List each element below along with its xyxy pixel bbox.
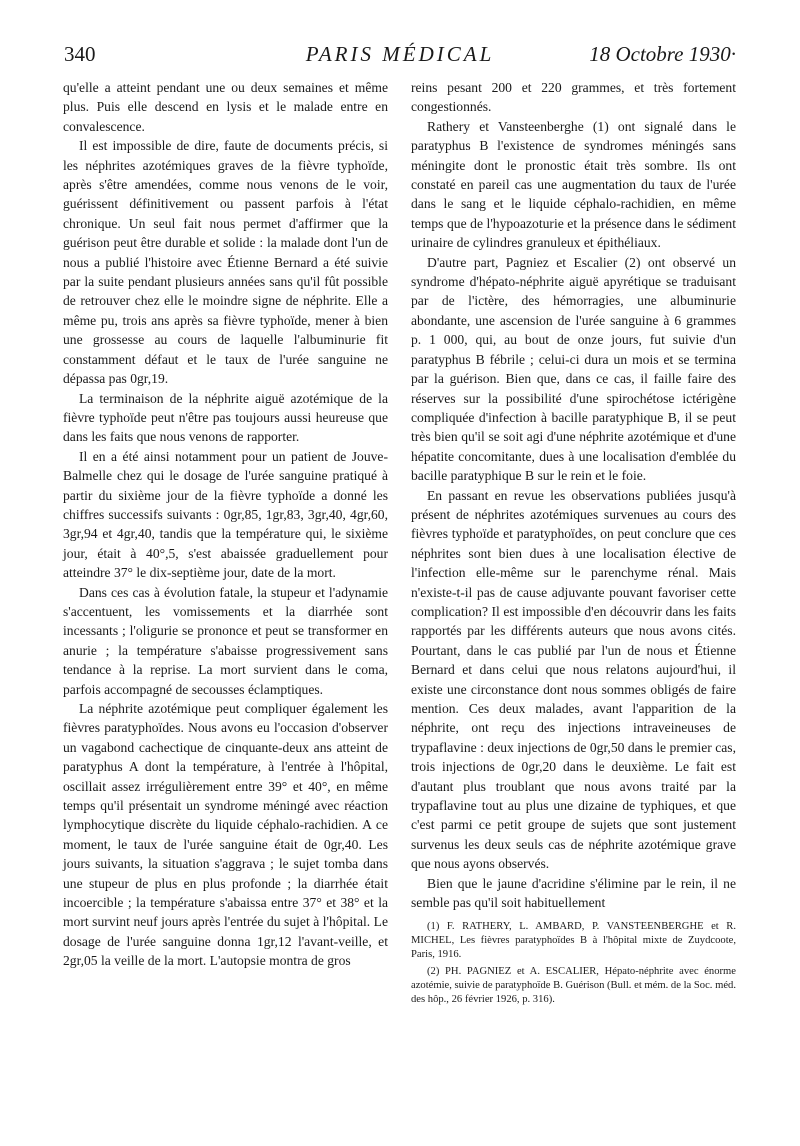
paragraph: Dans ces cas à évolution fatale, la stupeur et l'adynamie s'accentuent, les vomissements et la diarrhée sont incessants ; l'oligurie se prononce et peut se transformer en anurie ; la température s'abaisse progressivement sans tendance à la reprise. La mort survient dans le coma, parfois accompagné de secousses éclamptiques.	[63, 584, 388, 697]
footnotes	[411, 920, 736, 1007]
page-header	[64, 40, 736, 70]
page-number: 340	[64, 42, 96, 66]
paragraph: Rathery et Vansteenberghe (1) ont signalé dans le paratyphus B l'existence de syndromes méningés sans méningite dont le pronostic était très sombre. Ils ont constaté en pareil cas une augmentation du taux de l'urée dans le sang et le liquide céphalo-rachidien, en même temps que de l'hypoazoturie et la présence dans le sédiment urinaire de cylindres granuleux et épithéliaux.	[411, 118, 736, 251]
paragraph: Il en a été ainsi notamment pour un patient de Jouve-Balmelle chez qui le dosage de l'urée sanguine pratiqué à partir du sixième jour de la fièvre typhoïde a donné les chiffres successifs suivants : 0gr,85, 1gr,83, 3gr,40, 4gr,60, 3gr,94 et 4gr,40, tandis que la température qui, le sixième jour, était à 40°,5, s'est abaissée graduellement pour atteindre 37° le dix-septième jour, date de la mort.	[63, 448, 388, 581]
footnote: (2) PH. PAGNIEZ et A. ESCALIER, Hépato-néphrite avec énorme azotémie, suivie de paratyphoïde B. Guérison (Bull. et mém. de la Soc. méd. des hôp., 26 février 1926, p. 316).	[411, 966, 736, 1006]
journal-title: PARIS MÉDICAL	[305, 42, 495, 66]
issue-date: 18 Octobre 1930·	[589, 42, 736, 66]
paragraph: La terminaison de la néphrite aiguë azotémique de la fièvre typhoïde peut n'être pas toujours aussi heureuse que dans les faits que nous venons de rapporter.	[63, 390, 388, 445]
paragraph: qu'elle a atteint pendant une ou deux semaines et même plus. Puis elle descend en lysis et le malade entre en convalescence.	[63, 80, 388, 134]
paragraph: reins pesant 200 et 220 grammes, et très fortement congestionnés.	[411, 80, 736, 115]
left-column	[63, 78, 388, 971]
paragraph: D'autre part, Pagniez et Escalier (2) ont observé un syndrome d'hépato-néphrite aiguë apyrétique se traduisant par de l'ictère, des hémorragies, une albuminurie abondante, une ascension de l'urée sanguine à 6 grammes p. 1 000, qui, au bout de onze jours, fut suivie d'un paratyphus B fébrile ; celui-ci dura un mois et se termina par la guérison. Bien que, dans ce cas, il faille faire des réserves sur la possibilité d'une spirochétose ictérigène compliquée d'infection à bacille paratyphique B, il se peut très bien qu'il se soit agi d'une néphrite azotémique et d'une hépatite concomitante, dues à une localisation d'emblée du bacille paratyphique B sur le rein et le foie.	[411, 254, 736, 484]
paragraph: En passant en revue les observations publiées jusqu'à présent de néphrites azotémiques survenues au cours des fièvres typhoïde et paratyphoïdes, on peut conclure que ces néphrites sont bien dues à une localisation élective de l'infection elle-même sur le parenchyme rénal. Mais n'existe-t-il pas de cause adjuvante pouvant favoriser cette complication? Il est impossible d'en découvrir dans les faits rapportés par les différents auteurs que nous avons cités. Pourtant, dans le cas publié par l'un de nous et Étienne Bernard et dans celui que nous relatons aujourd'hui, il existe une circonstance dont nous sommes obligés de faire mention. Ces deux malades, avant l'apparition de la néphrite, ont reçu des injections intraveineuses de trypaflavine : deux injections de 0gr,50 dans le premier cas, trois injections de 0gr,20 dans le deuxième. Le fait est d'autant plus troublant que nous avons traité par la trypaflavine tout au plus une dizaine de typhiques, et que c'est parmi ce petit groupe de sujets que sont justement survenus les deux seuls cas de néphrite azotémique grave que nous ayons observés.	[411, 487, 736, 872]
footnote: (1) F. RATHERY, L. AMBARD, P. VANSTEENBERGHE et R. MICHEL, Les fièvres paratyphoïdes B à l'hôpital mixte de Zuydcoote, Paris, 1916.	[411, 921, 736, 961]
paragraph: Il est impossible de dire, faute de documents précis, si les néphrites azotémiques graves de la fièvre typhoïde, après s'être amendées, comme nous venons de le voir, guérissent définitivement ou passent parfois à l'état chronique. Un seul fait nous permet d'affirmer que la guérison peut être durable et solide : la malade dont l'un de nous a publié l'histoire avec Étienne Bernard a été suivie par la suite pendant plusieurs années sans qu'il fût possible de retrouver chez elle le moindre signe de néphrite. Elle a même pu, trois ans après sa fièvre typhoïde, mener à bien une grossesse au cours de laquelle l'albuminurie fit constamment défaut et le taux de l'urée sanguine ne dépassa pas 0gr,19.	[63, 138, 388, 387]
paragraph: La néphrite azotémique peut compliquer également les fièvres paratyphoïdes. Nous avons eu l'occasion d'observer un vagabond cachectique de cinquante-deux ans atteint de paratyphus A dont la température, à l'entrée à l'hôpital, oscillait assez irrégulièrement entre 39° et 40°, en même temps qu'il présentait un syndrome méningé avec réaction lymphocytique discrète du liquide céphalo-rachidien. A ce moment, le taux de l'urée sanguine était de 0gr,40. Les jours suivants, la situation s'aggrava ; le sujet tomba dans une stupeur de plus en plus profonde ; la diarrhée était incoercible ; la température s'abaissa entre 37° et 38° et la mort survint neuf jours après l'entrée du sujet à l'hôpital. Le dosage de l'urée sanguine donna 1gr,12 l'avant-veille, et 2gr,05 la veille de la mort. L'autopsie montra de gros	[63, 701, 388, 969]
paragraph: Bien que le jaune d'acridine s'élimine par le rein, il ne semble pas qu'il soit habituellement	[411, 875, 736, 911]
right-column	[411, 78, 736, 1010]
